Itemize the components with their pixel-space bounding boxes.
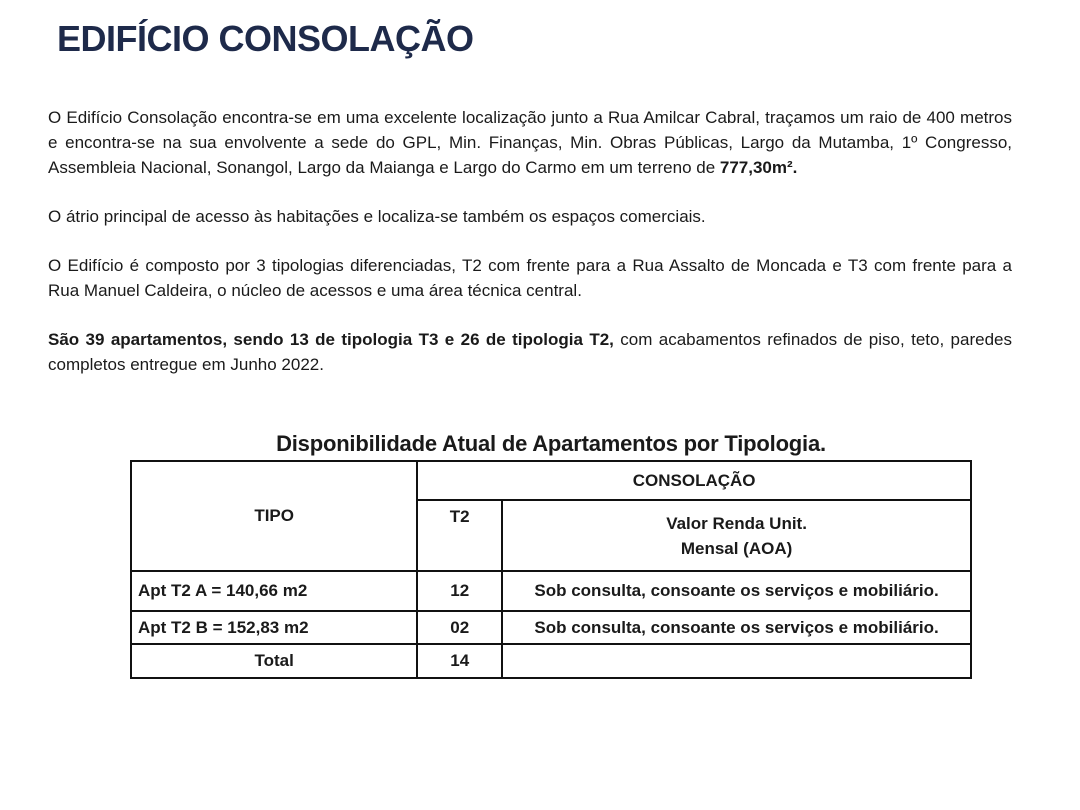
header-valor-line1: Valor Renda Unit. [666,513,807,533]
row-tipo: Apt T2 A = 140,66 m2 [131,571,417,611]
row-valor: Sob consulta, consoante os serviços e mobiliário. [502,571,971,611]
paragraph-apartments [48,327,1012,377]
header-tipo: TIPO [131,461,417,571]
header-valor-line2: Mensal (AOA) [680,538,793,558]
header-valor [502,500,971,571]
total-valor [502,644,971,678]
total-label: Total [131,644,417,678]
row-t2-count: 02 [417,611,502,644]
table-row [131,571,971,611]
paragraph-location [48,105,1012,180]
table-row [131,611,971,644]
availability-table [130,460,972,679]
row-t2-count: 12 [417,571,502,611]
paragraph-typologies: O Edifício é composto por 3 tipologias diferenciadas, T2 com frente para a Rua Assalto de Moncada e T3 com frente para a Rua Manuel Caldeira, o núcleo de acessos e uma área técnica central. [48,256,1012,300]
page-title: EDIFÍCIO CONSOLAÇÃO [57,18,474,59]
finishes-text: com acabamentos refinados de piso, teto, paredes completos entregue em Junho 2022. [48,330,1012,374]
apartments-count-text: São 39 apartamentos, sendo 13 de tipologia T3 e 26 de tipologia T2, [48,330,614,349]
row-valor: Sob consulta, consoante os serviços e mobiliário. [502,611,971,644]
total-t2-count: 14 [417,644,502,678]
description-section [48,105,1012,377]
table-header-row [131,461,971,500]
paragraph-atrium: O átrio principal de acesso às habitações e localiza-se também os espaços comerciais. [48,207,706,226]
location-text: O Edifício Consolação encontra-se em uma excelente localização junto a Rua Amilcar Cabral, traçamos um raio de 400 metros e encontra-se na sua envolvente a sede do GPL, Min. Finanças, Min. Obras Públicas, Largo da Mutamba, 1º Congresso, Assembleia Nacional, Sonangol, Largo da Maianga e Largo do Carmo em um terreno de [48,108,1012,177]
header-consolacao: CONSOLAÇÃO [417,461,971,500]
land-area-value: 777,30m². [719,158,798,177]
header-t2: T2 [417,500,502,571]
table-total-row [131,644,971,678]
row-tipo: Apt T2 B = 152,83 m2 [131,611,417,644]
table-caption: Disponibilidade Atual de Apartamentos por Tipologia. [276,431,826,456]
